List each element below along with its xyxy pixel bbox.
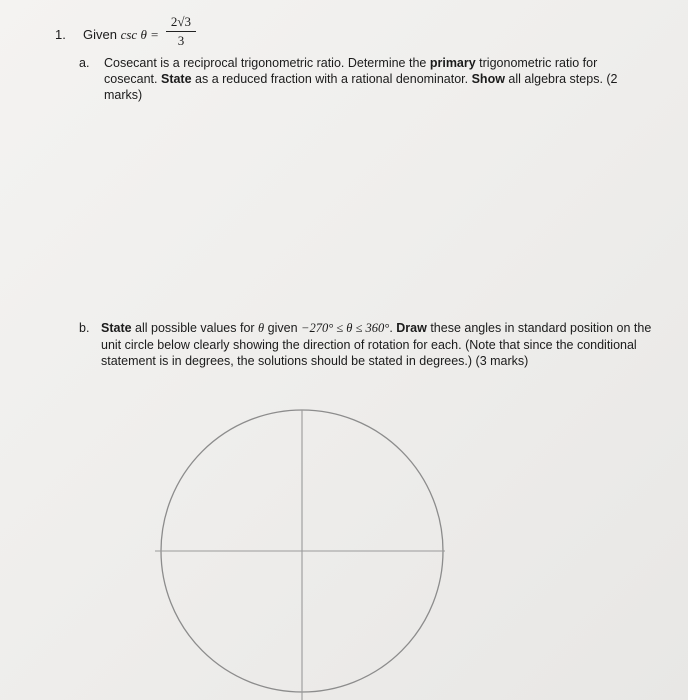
part-b-bold-state: State <box>101 321 132 335</box>
fraction-numerator: 2√3 <box>166 14 196 32</box>
part-b-text-1: all possible values for <box>131 321 259 335</box>
part-b-inequality: −270° ≤ θ ≤ 360° <box>301 321 390 335</box>
part-a-text-1: Cosecant is a reciprocal trigonometric ratio. Determine the <box>104 56 430 70</box>
given-function: csc θ = <box>120 27 159 42</box>
part-b-text-4: these angles in standard position on the unit circle below clearly showing the direction of rotation for each. (Note that since the conditional statement is in degrees, the solutions should be stated in degrees.) (3 marks) <box>101 321 652 368</box>
part-a-bold-primary: primary <box>429 56 476 70</box>
question-number: 1. <box>55 27 66 42</box>
part-a-text-4: all algebra steps. (2 marks) <box>104 72 618 102</box>
part-b-text-2: given <box>264 321 302 335</box>
part-b-text-3: . <box>389 321 397 335</box>
part-b-letter: b. <box>79 321 90 335</box>
part-a-text-2: trigonometric ratio for cosecant. <box>104 56 598 86</box>
given-label: Given <box>83 27 117 42</box>
part-a-letter: a. <box>79 56 90 70</box>
part-b-bold-draw: Draw <box>396 321 427 335</box>
part-a-bold-state: State <box>160 72 192 86</box>
part-a-bold-show: Show <box>471 72 505 86</box>
part-a-text-3: as a reduced fraction with a rational denominator. <box>191 72 472 86</box>
fraction-denominator: 3 <box>177 33 185 48</box>
part-b-theta: θ <box>258 321 265 335</box>
